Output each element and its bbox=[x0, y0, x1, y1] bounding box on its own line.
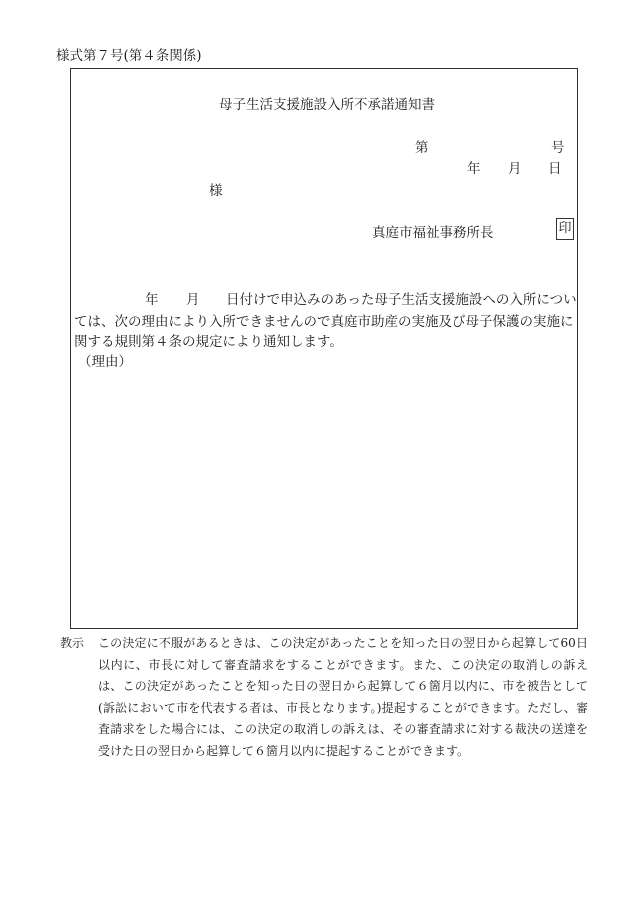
notice-label: 教示 bbox=[60, 636, 85, 650]
notice-text: この決定に不服があるときは、この決定があったことを知った日の翌日から起算して60日以内に、市長に対して審査請求をすることができます。また、この決定の取消しの訴えは、この決定があったことを知った日の翌日から起算して６箇月以内に、市を被告として(訴訟において市を代表する者は、市長となります。)提起することができます。ただし、審査請求をした場合には、この決定の取消しの訴えは、その審査請求に対する裁決の送達を受けた日の翌日から起算して６箇月以内に提起することができます。 bbox=[98, 636, 588, 758]
seal-box: 印 bbox=[556, 218, 574, 240]
date-year: 年 bbox=[467, 161, 481, 177]
date-month: 月 bbox=[508, 161, 522, 177]
issuer-name: 真庭市福祉事務所長 bbox=[372, 225, 494, 241]
body-line-1: 日付けで申込みのあった母子生活支援施設への入所につい bbox=[226, 292, 577, 308]
body-line-2: ては、次の理由により入所できませんので真庭市助産の実施及び母子保護の実施に bbox=[74, 314, 574, 330]
number-suffix: 号 bbox=[551, 140, 565, 156]
body-year: 年 bbox=[145, 292, 159, 308]
reason-label: （理由） bbox=[78, 354, 132, 370]
document-title: 母子生活支援施設入所不承諾通知書 bbox=[219, 97, 435, 113]
body-month: 月 bbox=[186, 292, 200, 308]
number-prefix: 第 bbox=[415, 140, 429, 156]
date-day: 日 bbox=[548, 161, 562, 177]
body-line-3: 関する規則第４条の規定により通知します。 bbox=[74, 334, 343, 350]
form-number-label: 様式第７号(第４条関係) bbox=[56, 48, 202, 64]
notice-block bbox=[60, 633, 588, 762]
addressee-suffix: 様 bbox=[209, 183, 223, 199]
